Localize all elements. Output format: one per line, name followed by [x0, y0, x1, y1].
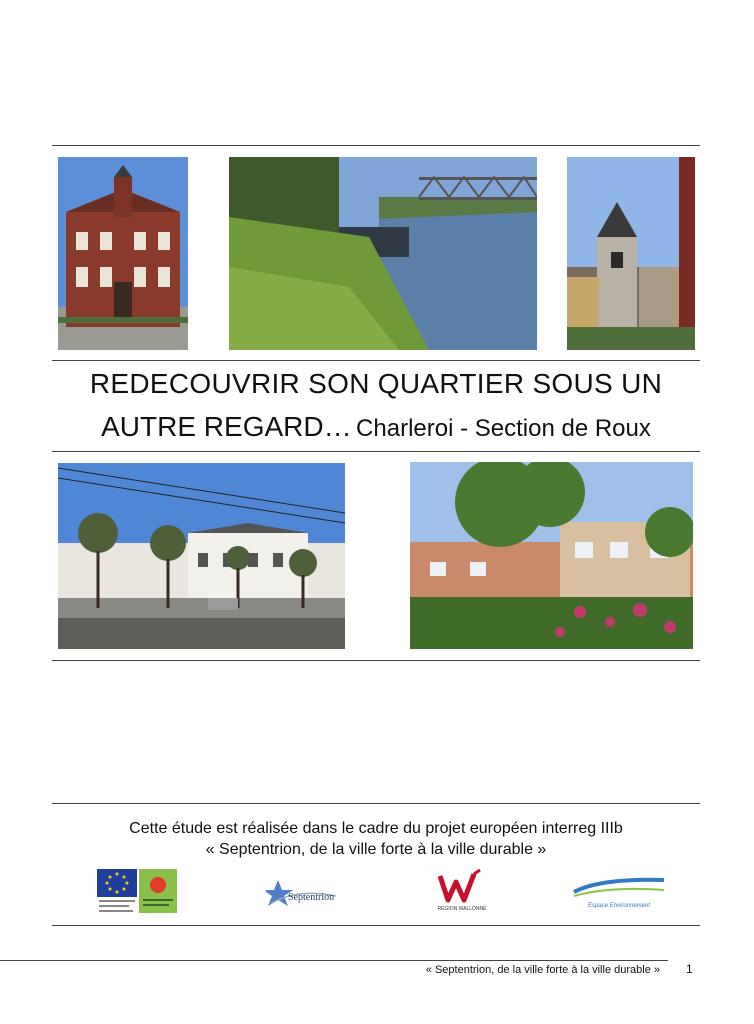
garden-houses-photo	[410, 462, 693, 649]
title-line-1: REDECOUVRIR SON QUARTIER SOUS UN	[89, 368, 663, 399]
title-subtitle: Charleroi - Section de Roux	[356, 415, 651, 442]
eu-flag-logo	[97, 869, 137, 913]
church-photo	[567, 157, 695, 350]
study-top-rule	[52, 803, 700, 804]
title-bottom-rule	[52, 451, 700, 452]
street-photo	[58, 463, 345, 649]
study-bottom-rule	[52, 925, 700, 926]
top-rule	[52, 145, 700, 146]
septentrion-logo	[266, 874, 340, 912]
footer-rule	[0, 960, 668, 961]
document-title	[52, 366, 700, 450]
town-hall-photo	[58, 157, 188, 350]
title-line-2	[52, 409, 700, 450]
running-footer-title: « Septentrion, de la ville forte à la ville durable »	[425, 964, 660, 976]
study-statement	[52, 818, 700, 860]
title-top-rule	[52, 360, 700, 361]
photos-bottom-rule	[52, 660, 700, 661]
page-number: 1	[686, 962, 693, 976]
wallonie-logo-text: RÉGION WALLONNE	[437, 906, 487, 912]
wallonie-logo	[430, 866, 494, 914]
espace-environnement-logo	[570, 872, 668, 912]
septentrion-logo-text: Septentrion	[288, 892, 335, 903]
espace-logo-text: Espace Environnement	[587, 903, 651, 909]
study-line-1: Cette étude est réalisée dans le cadre du projet européen interreg IIIb	[129, 820, 623, 837]
canal-photo	[229, 157, 537, 350]
interreg-logo	[139, 869, 177, 913]
title-main: AUTRE REGARD…	[101, 411, 352, 442]
study-line-2: « Septentrion, de la ville forte à la ville durable »	[205, 841, 547, 858]
